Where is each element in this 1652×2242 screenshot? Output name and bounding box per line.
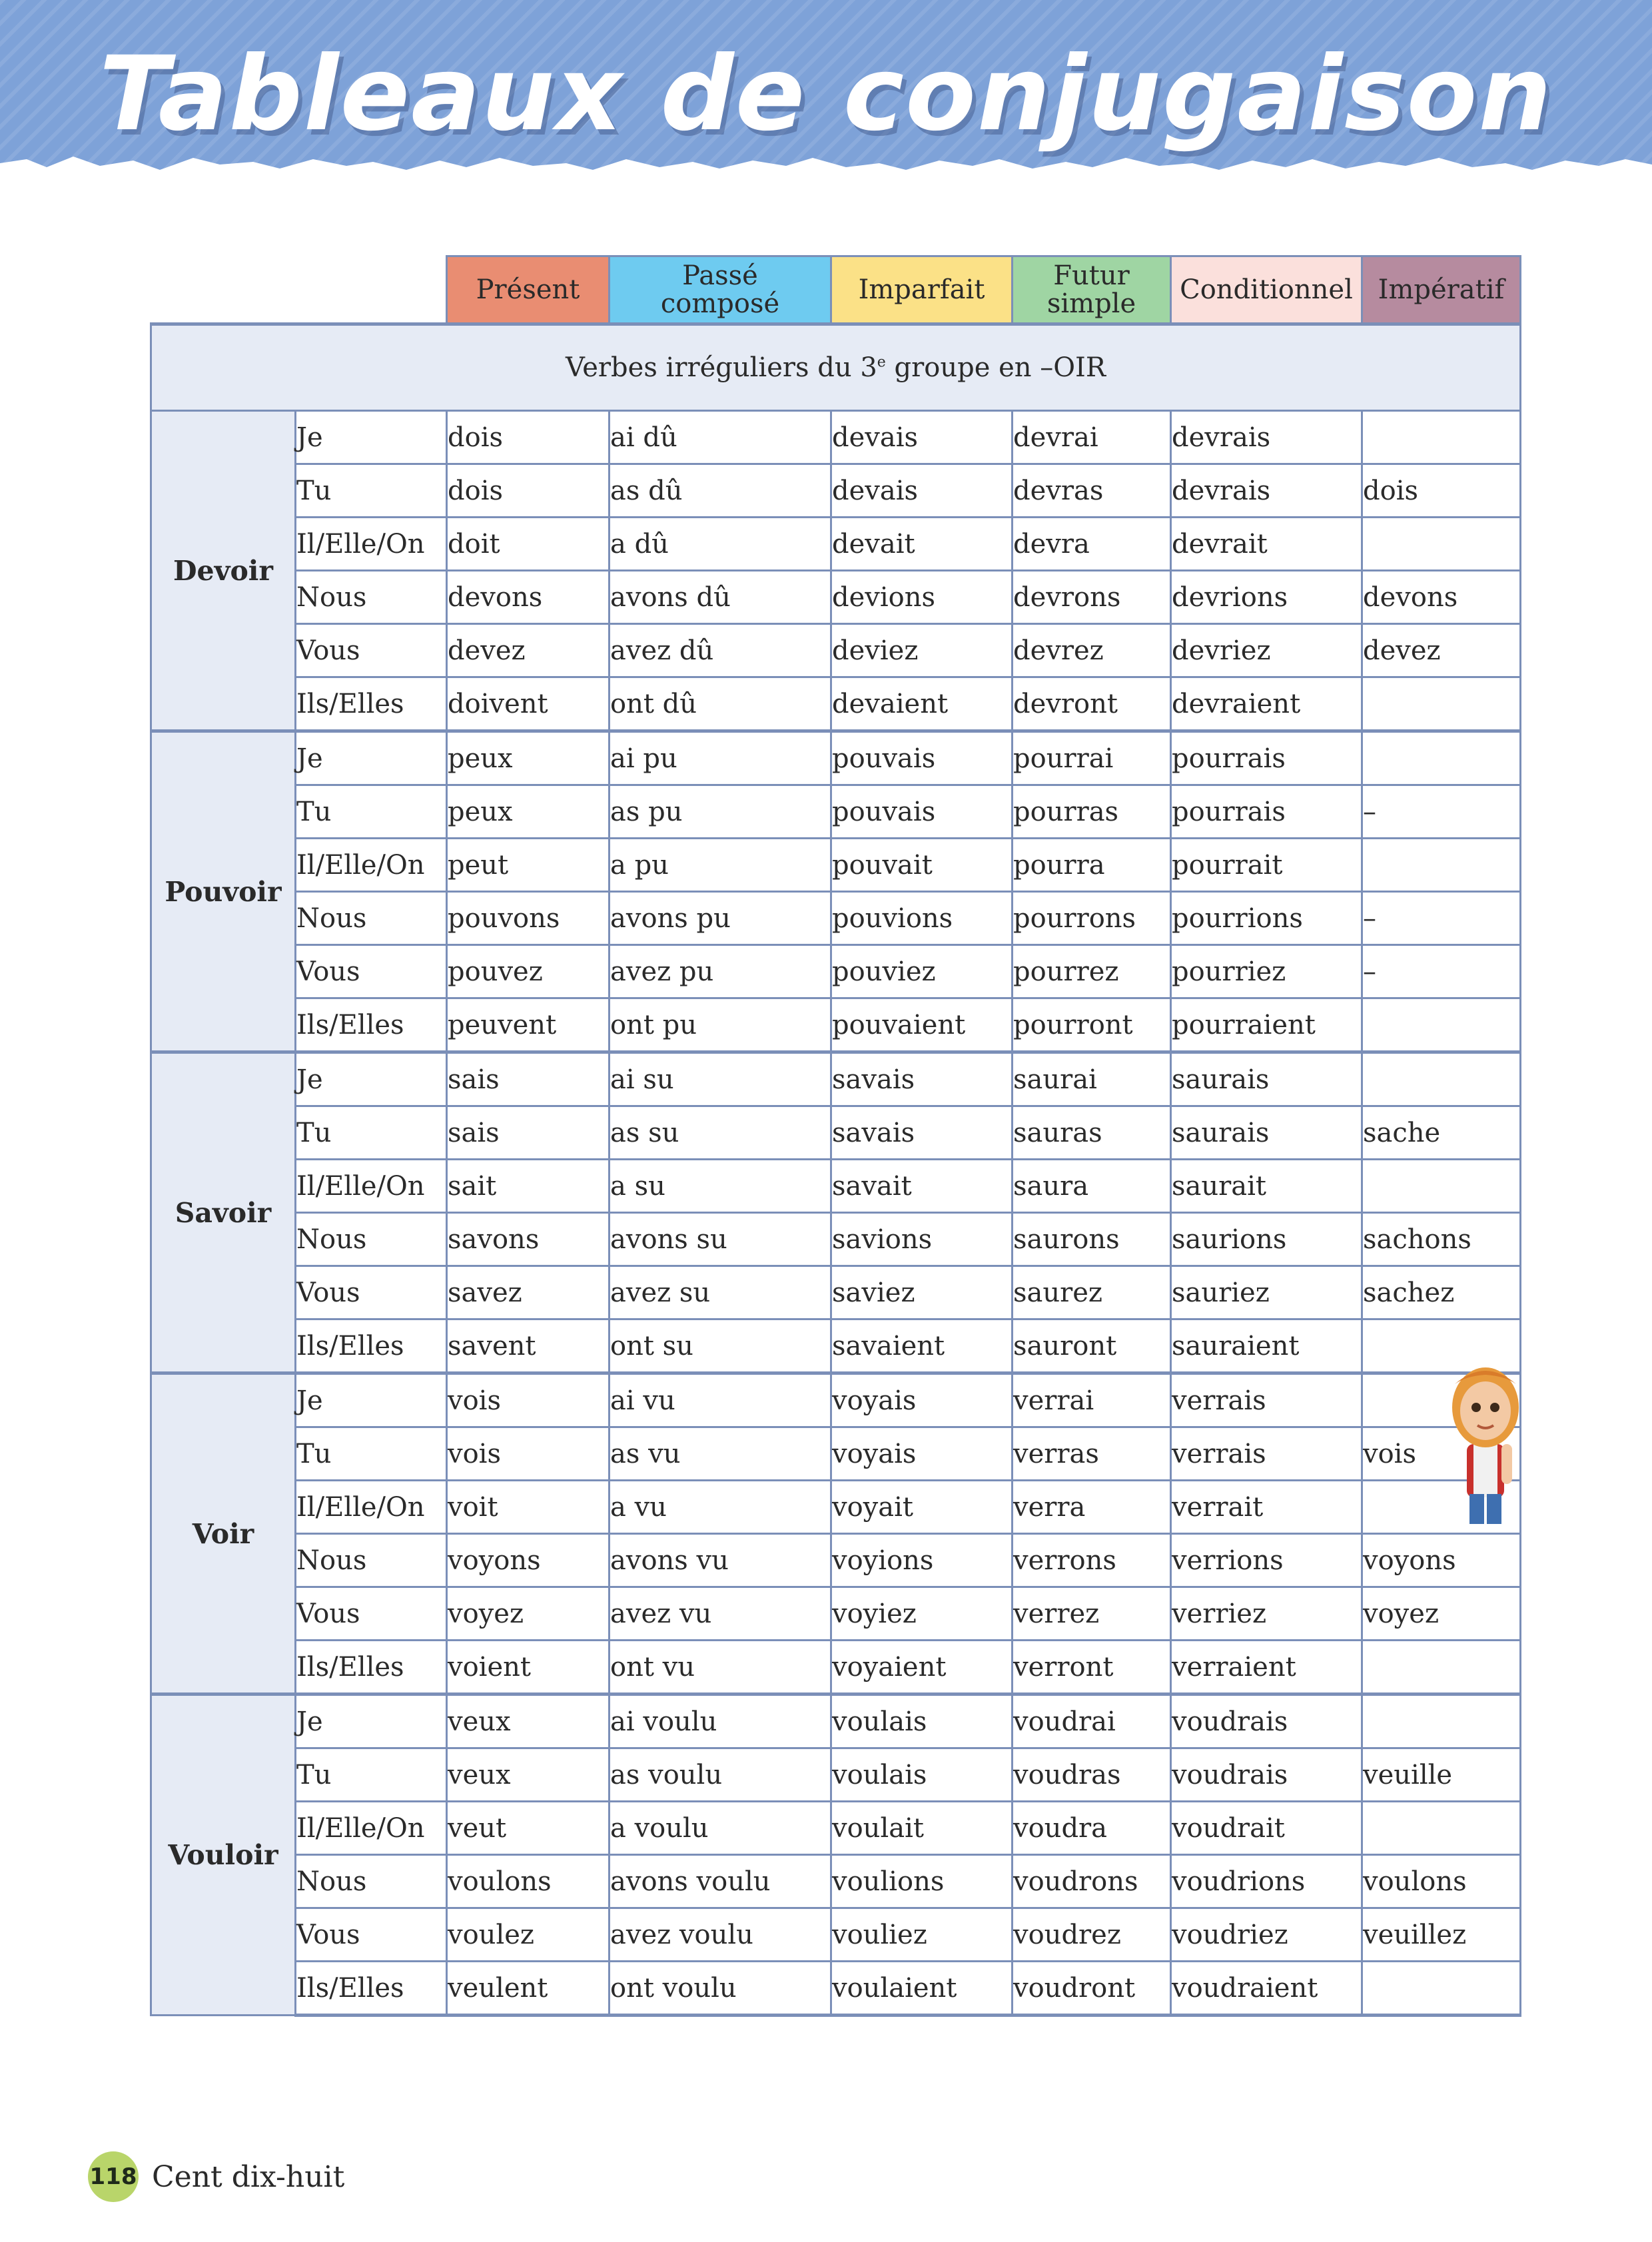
conjugation-cell: verrais: [1171, 1427, 1362, 1481]
table-row: [151, 839, 1521, 892]
conjugation-cell: verra: [1013, 1481, 1171, 1534]
table-row: [151, 1641, 1521, 1694]
conjugation-cell: avez su: [610, 1266, 831, 1319]
conjugation-cell: vois: [1362, 1427, 1521, 1481]
conjugation-cell: veuille: [1362, 1748, 1521, 1802]
header-conditionnel: Conditionnel: [1171, 256, 1362, 324]
conjugation-cell: saura: [1013, 1160, 1171, 1213]
conjugation-cell: pouvait: [831, 839, 1013, 892]
conjugation-cell: [1362, 1641, 1521, 1694]
pronoun-cell: Il/Elle/On: [296, 518, 447, 571]
table-row: [151, 1266, 1521, 1319]
conjugation-cell: sait: [447, 1160, 610, 1213]
conjugation-cell: [1362, 677, 1521, 731]
pronoun-cell: Tu: [296, 1748, 447, 1802]
conjugation-cell: pouvions: [831, 892, 1013, 945]
conjugation-cell: peux: [447, 731, 610, 785]
conjugation-cell: verrons: [1013, 1534, 1171, 1587]
conjugation-cell: voudrai: [1013, 1694, 1171, 1748]
conjugation-cell: voudrez: [1013, 1908, 1171, 1962]
conjugation-cell: pouvais: [831, 731, 1013, 785]
conjugation-cell: voyiez: [831, 1587, 1013, 1641]
conjugation-cell: pourrions: [1171, 892, 1362, 945]
conjugation-cell: ai su: [610, 1052, 831, 1106]
conjugation-cell: devrait: [1171, 518, 1362, 571]
conjugation-cell: devriez: [1171, 624, 1362, 677]
conjugation-cell: voudras: [1013, 1748, 1171, 1802]
conjugation-cell: devrai: [1013, 411, 1171, 464]
conjugation-cell: voyais: [831, 1373, 1013, 1427]
conjugation-cell: ont voulu: [610, 1962, 831, 2016]
conjugation-cell: devait: [831, 518, 1013, 571]
conjugation-cell: pourraient: [1171, 998, 1362, 1052]
page-number-words: Cent dix-huit: [152, 2159, 345, 2194]
conjugation-cell: savez: [447, 1266, 610, 1319]
conjugation-cell: sauras: [1013, 1106, 1171, 1160]
conjugation-cell: savais: [831, 1052, 1013, 1106]
table-row: [151, 1052, 1521, 1106]
verb-label: Savoir: [151, 1052, 296, 1373]
verb-label: Devoir: [151, 411, 296, 731]
conjugation-cell: devrez: [1013, 624, 1171, 677]
conjugation-cell: veuillez: [1362, 1908, 1521, 1962]
pronoun-cell: Ils/Elles: [296, 1641, 447, 1694]
conjugation-cell: doivent: [447, 677, 610, 731]
table-row: [151, 464, 1521, 518]
conjugation-cell: –: [1362, 785, 1521, 839]
conjugation-cell: verriez: [1171, 1587, 1362, 1641]
conjugation-cell: savaient: [831, 1319, 1013, 1373]
conjugation-cell: voient: [447, 1641, 610, 1694]
conjugation-cell: avez vu: [610, 1587, 831, 1641]
conjugation-cell: savais: [831, 1106, 1013, 1160]
conjugation-cell: veulent: [447, 1962, 610, 2016]
pronoun-cell: Tu: [296, 1106, 447, 1160]
conjugation-cell: ont su: [610, 1319, 831, 1373]
pronoun-cell: Je: [296, 731, 447, 785]
pronoun-cell: Nous: [296, 571, 447, 624]
pronoun-cell: Vous: [296, 624, 447, 677]
conjugation-cell: veux: [447, 1748, 610, 1802]
conjugation-cell: devais: [831, 411, 1013, 464]
table-row: [151, 998, 1521, 1052]
table-row: [151, 1908, 1521, 1962]
table-row: [151, 892, 1521, 945]
conjugation-cell: pouvaient: [831, 998, 1013, 1052]
table-row: [151, 677, 1521, 731]
table-row: [151, 1213, 1521, 1266]
conjugation-cell: as voulu: [610, 1748, 831, 1802]
conjugation-cell: pourrons: [1013, 892, 1171, 945]
pronoun-cell: Nous: [296, 1855, 447, 1908]
pronoun-cell: Il/Elle/On: [296, 839, 447, 892]
table-row: [151, 571, 1521, 624]
section-heading-suffix: groupe en –OIR: [885, 352, 1106, 383]
conjugation-cell: [1362, 731, 1521, 785]
header-imperatif: Impératif: [1362, 256, 1521, 324]
section-heading: [151, 324, 1521, 411]
conjugation-cell: [1362, 1962, 1521, 2016]
conjugation-cell: pourrez: [1013, 945, 1171, 998]
title-banner: [0, 0, 1652, 175]
conjugation-cell: pouvais: [831, 785, 1013, 839]
table-row: [151, 1373, 1521, 1427]
conjugation-cell: ont vu: [610, 1641, 831, 1694]
conjugation-cell: vouliez: [831, 1908, 1013, 1962]
conjugation-cell: pourront: [1013, 998, 1171, 1052]
pronoun-cell: Vous: [296, 1266, 447, 1319]
pronoun-cell: Je: [296, 1373, 447, 1427]
conjugation-cell: devrions: [1171, 571, 1362, 624]
pronoun-cell: Ils/Elles: [296, 998, 447, 1052]
conjugation-cell: pourriez: [1171, 945, 1362, 998]
table-row: [151, 1319, 1521, 1373]
conjugation-cell: voudrait: [1171, 1802, 1362, 1855]
table-row: [151, 1427, 1521, 1481]
conjugation-cell: devrons: [1013, 571, 1171, 624]
pronoun-cell: Je: [296, 1694, 447, 1748]
conjugation-cell: voudrions: [1171, 1855, 1362, 1908]
verb-label: Vouloir: [151, 1694, 296, 2016]
conjugation-cell: devez: [447, 624, 610, 677]
table-row: [151, 411, 1521, 464]
conjugation-cell: ont pu: [610, 998, 831, 1052]
conjugation-cell: verront: [1013, 1641, 1171, 1694]
conjugation-cell: voudront: [1013, 1962, 1171, 2016]
conjugation-cell: pouvons: [447, 892, 610, 945]
pronoun-cell: Nous: [296, 1534, 447, 1587]
conjugation-cell: peux: [447, 785, 610, 839]
section-heading-prefix: Verbes irréguliers du 3: [566, 352, 877, 383]
verb-label: Pouvoir: [151, 731, 296, 1052]
conjugation-cell: verrais: [1171, 1373, 1362, 1427]
conjugation-cell: voulez: [447, 1908, 610, 1962]
conjugation-cell: sachons: [1362, 1213, 1521, 1266]
conjugation-cell: ont dû: [610, 677, 831, 731]
conjugation-cell: peut: [447, 839, 610, 892]
table-row: [151, 1587, 1521, 1641]
conjugation-cell: avons voulu: [610, 1855, 831, 1908]
pronoun-cell: Vous: [296, 1587, 447, 1641]
table-row: [151, 1694, 1521, 1748]
conjugation-cell: a su: [610, 1160, 831, 1213]
header-present: Présent: [447, 256, 610, 324]
conjugation-cell: saurais: [1171, 1052, 1362, 1106]
conjugation-cell: pourrait: [1171, 839, 1362, 892]
conjugation-cell: saviez: [831, 1266, 1013, 1319]
conjugation-cell: –: [1362, 892, 1521, 945]
conjugation-cell: devra: [1013, 518, 1171, 571]
table-row: [151, 945, 1521, 998]
table-row: [151, 731, 1521, 785]
conjugation-cell: voyez: [1362, 1587, 1521, 1641]
conjugation-cell: verraient: [1171, 1641, 1362, 1694]
table-row: [151, 1160, 1521, 1213]
conjugation-cell: [1362, 411, 1521, 464]
page-title: Tableaux de conjugaison: [99, 35, 1553, 154]
conjugation-cell: vois: [447, 1373, 610, 1427]
conjugation-cell: pourrais: [1171, 785, 1362, 839]
conjugation-cell: devras: [1013, 464, 1171, 518]
table-row: [151, 1106, 1521, 1160]
conjugation-cell: sais: [447, 1106, 610, 1160]
conjugation-cell: voyais: [831, 1427, 1013, 1481]
conjugation-cell: avez dû: [610, 624, 831, 677]
table-row: [151, 1962, 1521, 2016]
conjugation-cell: devais: [831, 464, 1013, 518]
conjugation-cell: voyons: [447, 1534, 610, 1587]
section-heading-sup: e: [877, 354, 886, 371]
conjugation-cell: [1362, 1694, 1521, 1748]
page-number-badge: 118: [88, 2151, 139, 2202]
conjugation-cell: devez: [1362, 624, 1521, 677]
conjugation-cell: a voulu: [610, 1802, 831, 1855]
table-row: [151, 518, 1521, 571]
pronoun-cell: Je: [296, 411, 447, 464]
conjugation-cell: pouviez: [831, 945, 1013, 998]
pronoun-cell: Ils/Elles: [296, 1962, 447, 2016]
conjugation-cell: verrions: [1171, 1534, 1362, 1587]
conjugation-cell: voudriez: [1171, 1908, 1362, 1962]
table-row: [151, 785, 1521, 839]
conjugation-cell: as vu: [610, 1427, 831, 1481]
conjugation-cell: saurons: [1013, 1213, 1171, 1266]
conjugation-cell: [1362, 1160, 1521, 1213]
conjugation-cell: devrais: [1171, 464, 1362, 518]
conjugation-cell: as dû: [610, 464, 831, 518]
header-futur-simple: Futur simple: [1013, 256, 1171, 324]
conjugation-cell: voyions: [831, 1534, 1013, 1587]
conjugation-cell: saurez: [1013, 1266, 1171, 1319]
conjugation-cell: verrait: [1171, 1481, 1362, 1534]
conjugation-cell: [1362, 518, 1521, 571]
table-row: [151, 1481, 1521, 1534]
pronoun-cell: Vous: [296, 1908, 447, 1962]
verb-label: Voir: [151, 1373, 296, 1694]
conjugation-cell: sachez: [1362, 1266, 1521, 1319]
conjugation-cell: voudra: [1013, 1802, 1171, 1855]
conjugation-cell: –: [1362, 945, 1521, 998]
conjugation-cell: devront: [1013, 677, 1171, 731]
pronoun-cell: Ils/Elles: [296, 677, 447, 731]
conjugation-cell: dois: [447, 464, 610, 518]
conjugation-cell: verras: [1013, 1427, 1171, 1481]
conjugation-cell: [1362, 1802, 1521, 1855]
conjugation-cell: saurai: [1013, 1052, 1171, 1106]
conjugation-cell: avez voulu: [610, 1908, 831, 1962]
conjugation-cell: [1362, 998, 1521, 1052]
conjugation-cell: voulaient: [831, 1962, 1013, 2016]
conjugation-cell: sauront: [1013, 1319, 1171, 1373]
conjugation-cell: peuvent: [447, 998, 610, 1052]
conjugation-cell: [1362, 839, 1521, 892]
conjugation-cell: saurais: [1171, 1106, 1362, 1160]
conjugation-cell: savait: [831, 1160, 1013, 1213]
conjugation-cell: veux: [447, 1694, 610, 1748]
table-row: [151, 1748, 1521, 1802]
conjugation-cell: voyaient: [831, 1641, 1013, 1694]
table-row: [151, 1802, 1521, 1855]
conjugation-cell: voulons: [1362, 1855, 1521, 1908]
conjugation-cell: pourras: [1013, 785, 1171, 839]
conjugation-cell: voulions: [831, 1855, 1013, 1908]
page-footer: [88, 2150, 344, 2203]
conjugation-cell: ai dû: [610, 411, 831, 464]
conjugation-cell: verrez: [1013, 1587, 1171, 1641]
pronoun-cell: Je: [296, 1052, 447, 1106]
pronoun-cell: Nous: [296, 1213, 447, 1266]
conjugation-cell: saurions: [1171, 1213, 1362, 1266]
conjugation-cell: voyons: [1362, 1534, 1521, 1587]
conjugation-cell: avons pu: [610, 892, 831, 945]
pronoun-cell: Ils/Elles: [296, 1319, 447, 1373]
table-row: [151, 624, 1521, 677]
conjugation-cell: dois: [447, 411, 610, 464]
conjugation-cell: verrai: [1013, 1373, 1171, 1427]
conjugation-cell: dois: [1362, 464, 1521, 518]
conjugation-cell: devions: [831, 571, 1013, 624]
pronoun-cell: Il/Elle/On: [296, 1160, 447, 1213]
pronoun-cell: Vous: [296, 945, 447, 998]
conjugation-cell: voulait: [831, 1802, 1013, 1855]
conjugation-cell: voulais: [831, 1694, 1013, 1748]
pronoun-cell: Tu: [296, 1427, 447, 1481]
conjugation-cell: savions: [831, 1213, 1013, 1266]
conjugation-cell: devrais: [1171, 411, 1362, 464]
conjugation-cell: vois: [447, 1427, 610, 1481]
conjugation-cell: as su: [610, 1106, 831, 1160]
conjugation-cell: deviez: [831, 624, 1013, 677]
conjugation-cell: voudrais: [1171, 1694, 1362, 1748]
pronoun-cell: Il/Elle/On: [296, 1481, 447, 1534]
pronoun-cell: Nous: [296, 892, 447, 945]
conjugation-cell: voulons: [447, 1855, 610, 1908]
conjugation-cell: avons vu: [610, 1534, 831, 1587]
table-row: [151, 1855, 1521, 1908]
conjugation-cell: voulais: [831, 1748, 1013, 1802]
girl-thinking-icon: [1432, 1344, 1539, 1531]
conjugation-cell: avons dû: [610, 571, 831, 624]
conjugation-cell: voudrons: [1013, 1855, 1171, 1908]
table-row: [151, 1534, 1521, 1587]
header-imparfait: Imparfait: [831, 256, 1013, 324]
conjugation-cell: ai pu: [610, 731, 831, 785]
conjugation-cell: sais: [447, 1052, 610, 1106]
conjugation-cell: sauraient: [1171, 1319, 1362, 1373]
conjugation-cell: a vu: [610, 1481, 831, 1534]
pronoun-cell: Tu: [296, 464, 447, 518]
conjugation-cell: avez pu: [610, 945, 831, 998]
conjugation-cell: pouvez: [447, 945, 610, 998]
conjugation-cell: voudraient: [1171, 1962, 1362, 2016]
conjugation-cell: pourra: [1013, 839, 1171, 892]
conjugation-cell: pourrai: [1013, 731, 1171, 785]
conjugation-cell: devaient: [831, 677, 1013, 731]
conjugation-cell: voit: [447, 1481, 610, 1534]
conjugation-cell: ai vu: [610, 1373, 831, 1427]
conjugation-table: [150, 255, 1521, 2017]
conjugation-cell: as pu: [610, 785, 831, 839]
conjugation-cell: voyait: [831, 1481, 1013, 1534]
conjugation-cell: a dû: [610, 518, 831, 571]
conjugation-cell: savons: [447, 1213, 610, 1266]
conjugation-cell: avons su: [610, 1213, 831, 1266]
conjugation-cell: ai voulu: [610, 1694, 831, 1748]
conjugation-cell: devons: [1362, 571, 1521, 624]
conjugation-cell: saurait: [1171, 1160, 1362, 1213]
conjugation-cell: sauriez: [1171, 1266, 1362, 1319]
conjugation-cell: doit: [447, 518, 610, 571]
conjugation-cell: voyez: [447, 1587, 610, 1641]
conjugation-cell: voudrais: [1171, 1748, 1362, 1802]
conjugation-cell: savent: [447, 1319, 610, 1373]
pronoun-cell: Tu: [296, 785, 447, 839]
pronoun-cell: Il/Elle/On: [296, 1802, 447, 1855]
header-passe-compose: Passé composé: [610, 256, 831, 324]
conjugation-cell: a pu: [610, 839, 831, 892]
conjugation-cell: sache: [1362, 1106, 1521, 1160]
conjugation-cell: pourrais: [1171, 731, 1362, 785]
conjugation-cell: devons: [447, 571, 610, 624]
conjugation-cell: veut: [447, 1802, 610, 1855]
conjugation-cell: [1362, 1052, 1521, 1106]
conjugation-cell: devraient: [1171, 677, 1362, 731]
header-blank: [151, 256, 447, 324]
